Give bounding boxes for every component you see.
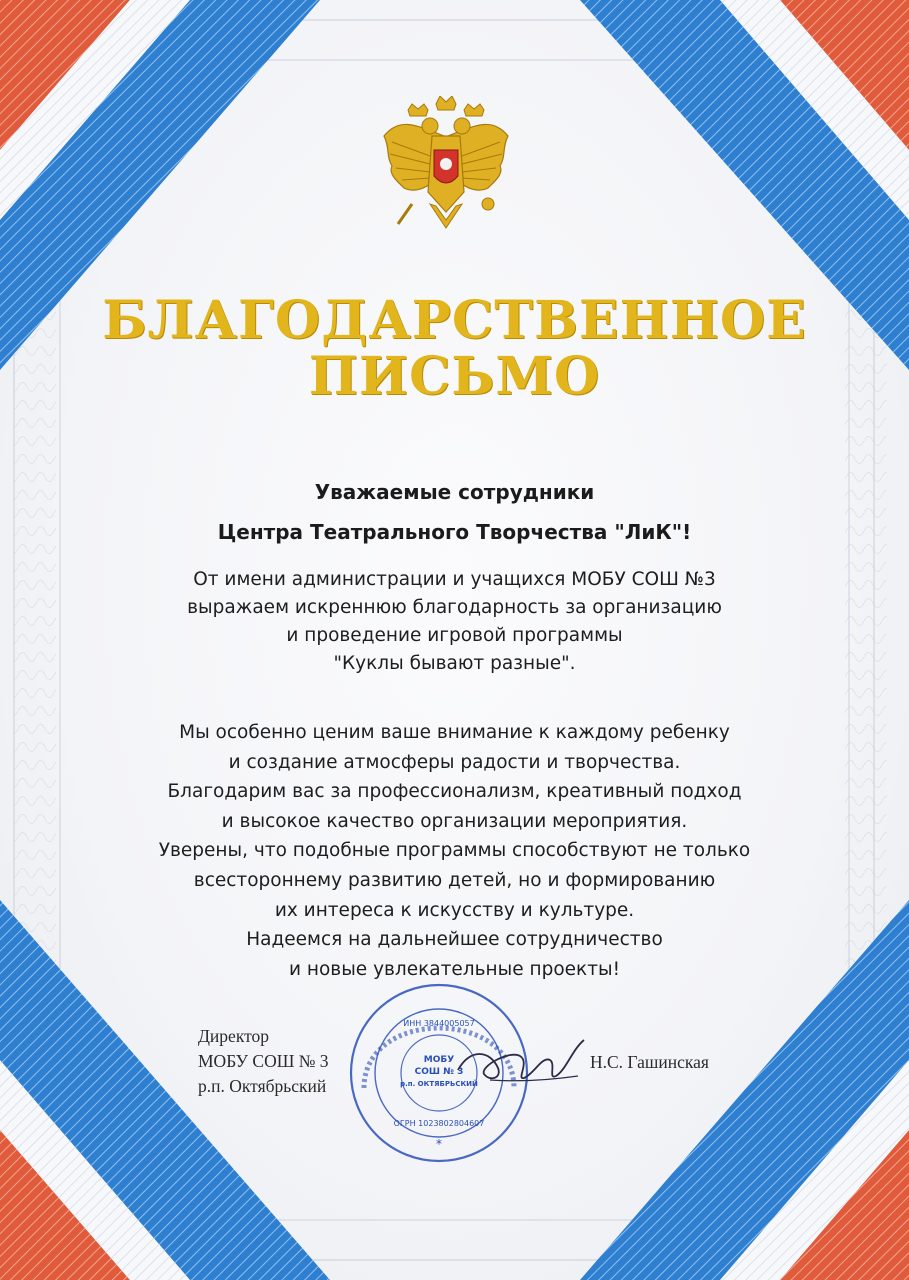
paragraph-line: "Куклы бывают разные". xyxy=(333,653,576,674)
stamp-center-line-1: МОБУ xyxy=(423,1055,455,1065)
paragraph-line: выражаем искреннюю благодарность за организацию xyxy=(187,597,722,618)
paragraph-line: всестороннему развитию детей, но и формированию xyxy=(193,869,716,891)
stamp-center-line-3: р.п. ОКТЯБРЬСКИЙ xyxy=(400,1080,478,1088)
paragraph-line: Благодарим вас за профессионализм, креативный подход xyxy=(167,781,742,803)
paragraph-line: и проведение игровой программы xyxy=(286,625,623,646)
paragraph-line: и новые увлекательные проекты! xyxy=(288,958,621,980)
paragraph-appreciation xyxy=(0,718,909,984)
russian-coat-of-arms-icon xyxy=(378,96,514,236)
handwritten-signature xyxy=(450,1030,600,1090)
paragraph-line: и высокое качество организации мероприятия. xyxy=(221,810,688,832)
paragraph-gratitude xyxy=(0,566,909,678)
stamp-ogrn: ОГРН 1023802804607 xyxy=(393,1119,485,1128)
paragraph-line: Надеемся на дальнейшее сотрудничество xyxy=(246,929,663,951)
greeting-line-1: Уважаемые сотрудники xyxy=(314,480,595,504)
title-line-2: ПИСЬМО xyxy=(308,346,601,407)
paragraph-line: и создание атмосферы радости и творчества. xyxy=(228,751,681,773)
stamp-center-line-2: СОШ № 3 xyxy=(414,1067,464,1077)
stamp-star-icon: * xyxy=(436,1137,442,1151)
title-line-1: БЛАГОДАРСТВЕННОЕ xyxy=(102,290,807,351)
stamp-inn: ИНН 3844005057 xyxy=(403,1019,475,1028)
signatory-org: МОБУ СОШ № 3 xyxy=(198,1051,329,1071)
signatory-position: Директор xyxy=(198,1026,270,1046)
signatory-place: р.п. Октябрьский xyxy=(198,1076,327,1096)
greeting-line-2: Центра Театрального Творчества "ЛиК"! xyxy=(217,520,692,544)
signatory-name: Н.С. Гашинская xyxy=(590,1052,709,1072)
signatory-block xyxy=(198,1024,329,1099)
paragraph-line: Уверены, что подобные программы способствуют не только xyxy=(158,840,751,862)
paragraph-line: От имени администрации и учащихся МОБУ СОШ №3 xyxy=(193,569,716,590)
paragraph-line: Мы особенно ценим ваше внимание к каждому ребенку xyxy=(179,722,730,743)
paragraph-line: их интереса к искусству и культуре. xyxy=(274,899,635,921)
